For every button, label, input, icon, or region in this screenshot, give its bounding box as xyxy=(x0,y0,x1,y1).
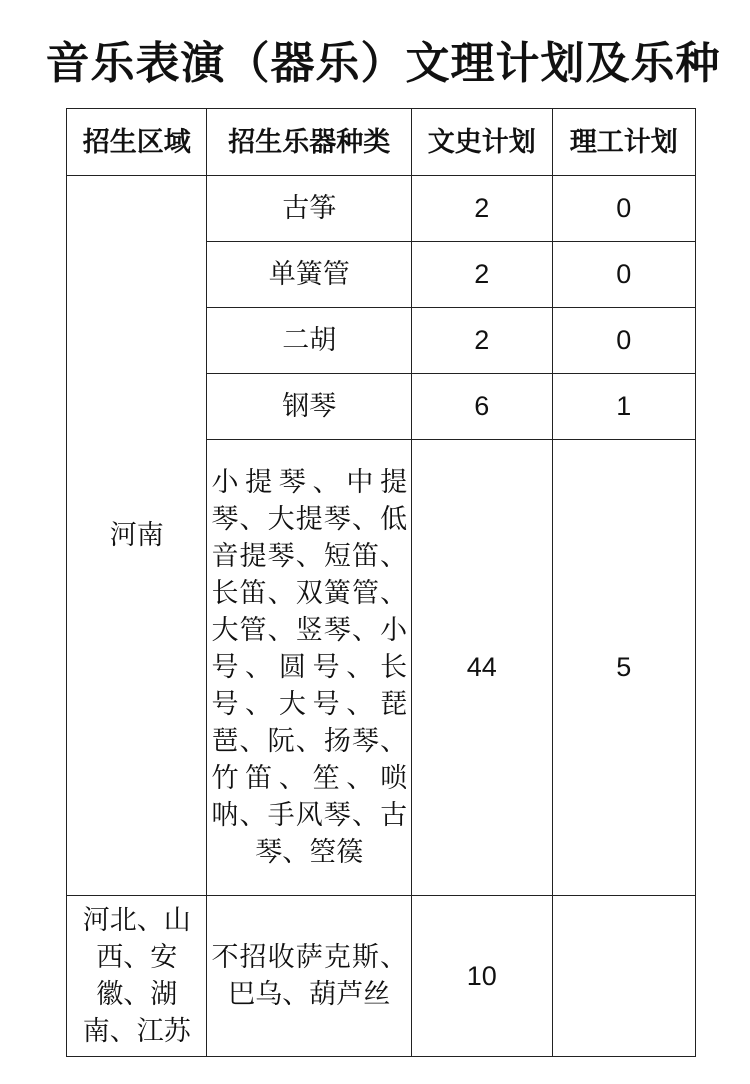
instrument-cell-multi xyxy=(207,440,412,896)
liberal-arts-cell: 2 xyxy=(412,308,552,374)
table-header-row xyxy=(67,109,696,176)
liberal-arts-cell: 6 xyxy=(412,374,552,440)
table-row xyxy=(67,896,696,1057)
header-region: 招生区域 xyxy=(67,109,207,176)
region-cell-henan: 河南 xyxy=(67,176,207,896)
instrument-list: 小提琴、中提琴、大提琴、低音提琴、短笛、长笛、双簧管、大管、竖琴、小号、圆号、长号、大号、琵琶、阮、扬琴、竹笛、笙、唢呐、手风琴、古琴、箜篌 xyxy=(211,467,408,868)
instrument-exclusion: 不招收萨克斯、巴乌、葫芦丝 xyxy=(211,942,408,1010)
science-cell: 1 xyxy=(552,374,695,440)
page-title: 音乐表演（器乐）文理计划及乐种 xyxy=(45,38,721,89)
science-cell: 0 xyxy=(552,176,695,242)
instrument-cell: 二胡 xyxy=(207,308,412,374)
instrument-cell: 钢琴 xyxy=(207,374,412,440)
header-science: 理工计划 xyxy=(552,109,695,176)
table-row xyxy=(67,176,696,242)
science-cell xyxy=(552,896,695,1057)
region-cell-others xyxy=(67,896,207,1057)
region-list: 河北、山西、安徽、湖南、江苏 xyxy=(82,905,191,1047)
instrument-cell: 古筝 xyxy=(207,176,412,242)
science-cell: 5 xyxy=(552,440,695,896)
instrument-cell-others xyxy=(207,896,412,1057)
header-liberal-arts: 文史计划 xyxy=(412,109,552,176)
liberal-arts-cell: 2 xyxy=(412,176,552,242)
plan-table xyxy=(66,108,696,1057)
liberal-arts-cell: 44 xyxy=(412,440,552,896)
liberal-arts-cell: 2 xyxy=(412,242,552,308)
science-cell: 0 xyxy=(552,308,695,374)
science-cell: 0 xyxy=(552,242,695,308)
liberal-arts-cell: 10 xyxy=(412,896,552,1057)
header-instrument: 招生乐器种类 xyxy=(207,109,412,176)
instrument-cell: 单簧管 xyxy=(207,242,412,308)
